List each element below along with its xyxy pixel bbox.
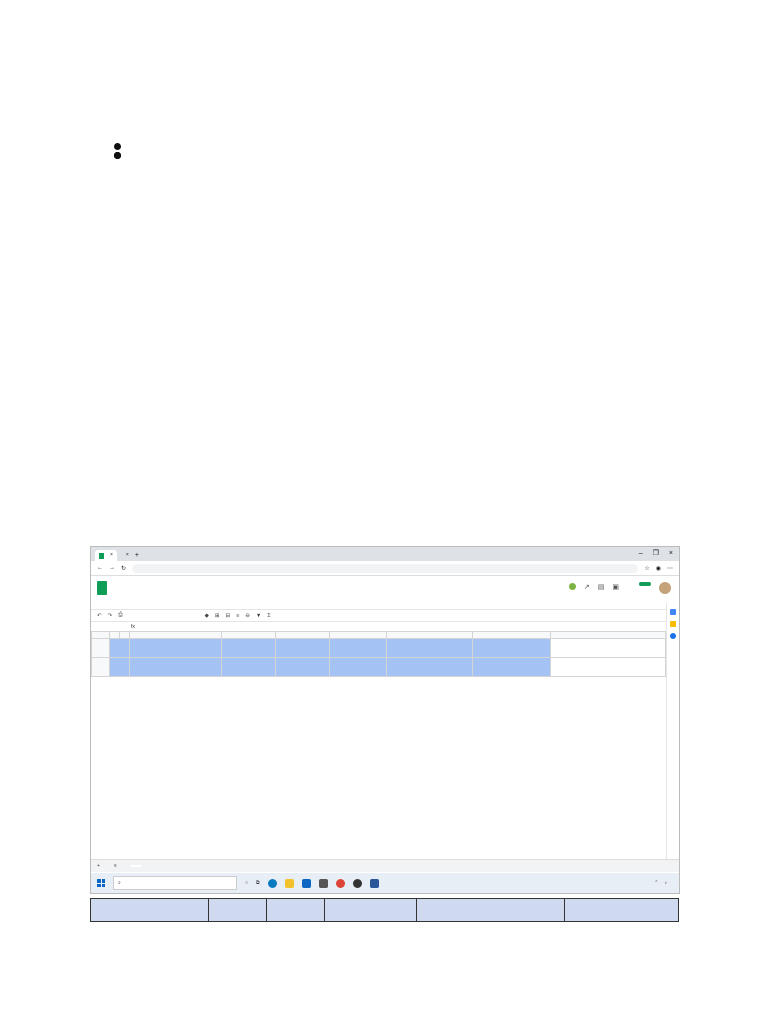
row-number[interactable]: [92, 639, 110, 658]
align-icon[interactable]: ≡: [236, 612, 240, 619]
tasks-icon[interactable]: [670, 633, 676, 639]
header-cell[interactable]: [387, 639, 473, 658]
browser-tab-bar: [91, 547, 679, 561]
calendar-icon[interactable]: [670, 609, 676, 615]
sheet-grid: [91, 631, 666, 859]
column-header-row: [92, 632, 666, 639]
profile-icon[interactable]: ◉: [655, 565, 661, 572]
sheets-toolbar: [91, 610, 679, 622]
members-list: [112, 350, 134, 539]
row-number[interactable]: [92, 658, 110, 677]
file-explorer-icon[interactable]: [285, 879, 294, 888]
table-header-row: [92, 658, 666, 677]
meet-icon[interactable]: ▣: [612, 584, 619, 591]
member-item: [112, 350, 134, 369]
reasons-list: [112, 138, 692, 147]
keep-icon[interactable]: [670, 621, 676, 627]
url-field[interactable]: [132, 564, 638, 573]
filter-icon[interactable]: ▼: [255, 612, 262, 619]
header-cell[interactable]: [329, 658, 387, 677]
borders-icon[interactable]: ⊞: [214, 612, 220, 619]
task-view-icon[interactable]: ⧉: [256, 880, 260, 886]
taskbar-search[interactable]: [113, 876, 237, 890]
sheets-logo-icon[interactable]: [97, 581, 107, 595]
sheets-favicon-icon: [99, 553, 104, 559]
member-item: [112, 463, 134, 482]
column-header[interactable]: [329, 632, 387, 639]
member-item: [112, 369, 134, 388]
word-icon[interactable]: [370, 879, 379, 888]
browser-tab-sheets[interactable]: [95, 550, 117, 561]
print-icon[interactable]: ⎙: [118, 612, 123, 618]
window-controls: [639, 547, 679, 561]
table-header-row: [91, 899, 679, 922]
column-header[interactable]: [387, 632, 473, 639]
network-icon[interactable]: ⌃: [654, 880, 659, 886]
xbox-icon[interactable]: [353, 879, 362, 888]
maximize-icon[interactable]: ❐: [652, 550, 659, 557]
column-header[interactable]: [275, 632, 329, 639]
windows-start-icon[interactable]: [97, 879, 105, 887]
activity-icon[interactable]: ↗: [583, 584, 590, 591]
header-cell: [417, 899, 565, 922]
header-cell[interactable]: [129, 639, 221, 658]
edge-icon[interactable]: [268, 879, 277, 888]
mail-icon[interactable]: [302, 879, 311, 888]
add-sheet-icon[interactable]: +: [97, 863, 100, 869]
close-icon[interactable]: ×: [110, 552, 113, 558]
member-item: [112, 482, 134, 501]
system-tray: [648, 880, 680, 886]
header-cell: [325, 899, 417, 922]
menu-dots-icon[interactable]: ⋯: [667, 565, 673, 572]
new-tab-icon[interactable]: +: [134, 552, 139, 559]
fill-color-icon[interactable]: ◆: [204, 612, 209, 619]
column-header[interactable]: [473, 632, 551, 639]
redo-icon[interactable]: ↷: [107, 612, 113, 619]
spreadsheet-screenshot: [90, 546, 680, 894]
member-item: [112, 520, 134, 539]
collaborator-icon[interactable]: [569, 583, 576, 590]
sheet-tab-ce[interactable]: [131, 865, 141, 867]
taskbar: [91, 873, 680, 893]
member-item: [112, 501, 134, 520]
header-cell[interactable]: [275, 639, 329, 658]
link-icon[interactable]: ⊖: [245, 612, 250, 619]
minimize-icon[interactable]: –: [638, 550, 643, 557]
member-item: [112, 445, 134, 464]
header-cell[interactable]: [129, 658, 221, 677]
column-header[interactable]: [119, 632, 129, 639]
volume-icon[interactable]: ♪: [664, 880, 667, 886]
close-window-icon[interactable]: ×: [668, 550, 673, 557]
address-bar: [91, 561, 679, 576]
sheet-table: [91, 631, 666, 677]
chrome-icon[interactable]: [336, 879, 345, 888]
store-icon[interactable]: [319, 879, 328, 888]
header-cell[interactable]: [221, 658, 275, 677]
favorites-icon[interactable]: ☆: [644, 565, 650, 572]
sheet-tabs: [91, 859, 680, 872]
search-icon: ⌕: [118, 880, 121, 886]
share-button[interactable]: [639, 582, 651, 586]
header-cell: [267, 899, 325, 922]
header-cell[interactable]: [221, 639, 275, 658]
member-item: [112, 407, 134, 426]
close-icon[interactable]: ×: [125, 552, 129, 558]
header-icons: [569, 583, 619, 591]
all-sheets-icon[interactable]: ≡: [113, 863, 117, 869]
groupings-table-header: [90, 898, 679, 922]
header-cell[interactable]: [329, 639, 387, 658]
header-cell: [91, 899, 209, 922]
comments-icon[interactable]: ▤: [597, 584, 605, 591]
forward-icon[interactable]: →: [109, 565, 115, 571]
header-cell[interactable]: [387, 658, 473, 677]
reload-icon[interactable]: ↻: [121, 565, 127, 572]
member-item: [112, 426, 134, 445]
member-item: [112, 388, 134, 407]
functions-icon[interactable]: Σ: [267, 612, 271, 619]
avatar[interactable]: [659, 582, 671, 594]
fx-icon: fx: [131, 624, 135, 630]
header-cell[interactable]: [473, 639, 551, 658]
column-header[interactable]: [221, 632, 275, 639]
merge-icon[interactable]: ⊟: [225, 612, 231, 619]
header-cell[interactable]: [473, 658, 551, 677]
column-header[interactable]: [92, 632, 110, 639]
column-header[interactable]: [109, 632, 119, 639]
bullet-icon: [114, 152, 121, 159]
table-header-row: [92, 639, 666, 658]
sheets-header: [91, 576, 679, 610]
undo-icon[interactable]: ↶: [97, 612, 102, 619]
header-cell: [209, 899, 267, 922]
side-panel: [666, 603, 679, 861]
browser-tab-news[interactable]: [119, 550, 133, 561]
column-header[interactable]: [551, 632, 666, 639]
cortana-icon[interactable]: ○: [245, 880, 249, 886]
column-header[interactable]: [129, 632, 221, 639]
header-cell: [565, 899, 679, 922]
bullet-icon: [114, 143, 121, 150]
back-icon[interactable]: ←: [97, 565, 103, 571]
header-cell[interactable]: [275, 658, 329, 677]
